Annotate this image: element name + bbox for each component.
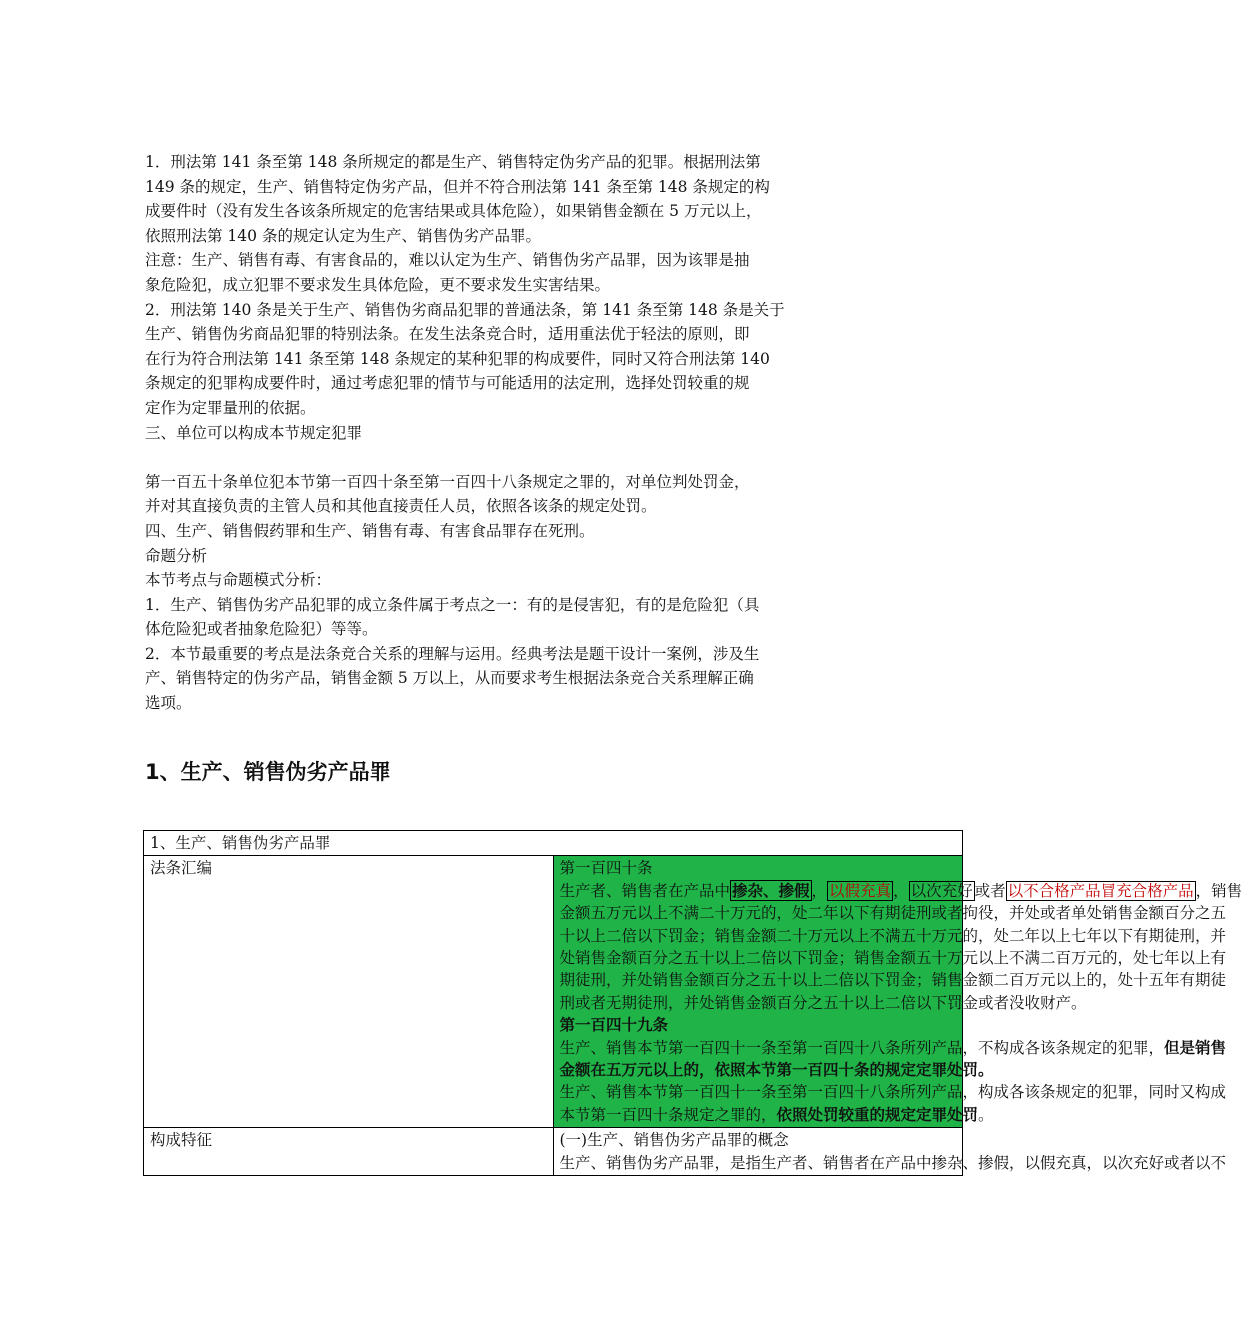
article-149-line: 金额在五万元以上的，依照本节第一百四十条的规定定罪处罚。 [559,1060,994,1080]
article-140-line: 金额五万元以上不满二十万元的，处二年以下有期徒刑或者拘役，并处或者单处销售金额百分之五 [559,904,1227,923]
paragraph-line: 产、销售特定的伪劣产品，销售金额 5 万以上，从而要求考生根据法条竞合关系理解正确 [145,669,754,688]
paragraph-line: 依照刑法第 140 条的规定认定为生产、销售伪劣产品罪。 [145,226,541,245]
paragraph-line: 第一百五十条单位犯本节第一百四十条至第一百四十八条规定之罪的，对单位判处罚金， [145,472,750,491]
row-label-statutes: 法条汇编 [144,856,554,1128]
section-heading-3: 三、单位可以构成本节规定犯罪 [145,423,363,442]
paragraph-line: 生产、销售伪劣商品犯罪的特别法条。在发生法条竞合时，适用重法优于轻法的原则，即 [145,325,750,344]
body-text [145,150,817,716]
article-149-line: 生产、销售本节第一百四十一条至第一百四十八条所列产品，构成各该条规定的犯罪，同时又构成 [559,1083,1227,1102]
features-line: 生产、销售伪劣产品罪，是指生产者、销售者在产品中掺杂、掺假，以假充真，以次充好或者以不 [559,1153,1227,1172]
paragraph-line: 2．刑法第 140 条是关于生产、销售伪劣商品犯罪的普通法条，第 141 条至第 148 条是关于 [145,300,785,319]
text-run: 或者 [974,881,1006,900]
text-run: ， [811,881,828,900]
paragraph-line: 象危险犯，成立犯罪不要求发生具体危险，更不要求发生实害结果。 [145,275,611,294]
article-140-title: 第一百四十条 [559,859,653,878]
bold-run: 依照处罚较重的规定定罪处罚 [776,1104,979,1124]
paragraph-line: 在行为符合刑法第 141 条至第 148 条规定的某种犯罪的构成要件，同时又符合刑法第 140 [145,349,770,368]
statutes-cell [553,856,1242,1128]
article-140-line: 期徒刑，并处销售金额百分之五十以上二倍以下罚金；销售金额二百万元以上的，处十五年有期徒 [559,971,1227,990]
paragraph-line: 并对其直接负责的主管人员和其他直接责任人员，依照各该条的规定处罚。 [145,497,657,516]
text-run: ，销售 [1195,881,1242,900]
section-heading-4: 四、生产、销售假药罪和生产、销售有毒、有害食品罪存在死刑。 [145,521,595,540]
paragraph-line: 定作为定罪量刑的依据。 [145,398,316,417]
paragraph-line: 149 条的规定，生产、销售特定伪劣产品，但并不符合刑法第 141 条至第 148 条规定的构 [145,177,770,196]
article-140-line: 处销售金额百分之五十以上二倍以下罚金；销售金额五十万元以上不满二百万元的，处七年以上有 [559,949,1227,968]
paragraph-line: 体危险犯或者抽象危险犯）等等。 [145,620,378,639]
table-row [144,831,963,856]
paragraph-line: 2．本节最重要的考点是法条竞合关系的理解与运用。经典考法是题干设计一案例，涉及生 [145,644,760,663]
text-run: 生产者、销售者在产品中 [559,881,731,900]
blank-line [145,445,817,470]
text-run: 生产、销售本节第一百四十一条至第一百四十八条所列产品，不构成各该条规定的犯罪， [559,1038,1165,1057]
boxed-term-red: 以假充真 [829,881,892,900]
paragraph-line: 条规定的犯罪构成要件时，通过考虑犯罪的情节与可能适用的法定刑，选择处罚较重的规 [145,374,750,393]
table-row [144,1128,963,1176]
paragraph-line: 注意：生产、销售有毒、有害食品的，难以认定为生产、销售伪劣产品罪，因为该罪是抽 [145,251,750,270]
paragraph-line: 选项。 [145,694,192,713]
law-table [143,830,1242,1176]
article-140-line [559,880,1242,902]
article-149-line [559,1037,1227,1059]
features-cell [553,1128,1227,1176]
boxed-term-red: 以不合格产品冒充合格产品 [1007,881,1194,900]
paragraph-line: 1．刑法第 141 条至第 148 条所规定的都是生产、销售特定伪劣产品的犯罪。根据刑法第 [145,153,761,171]
paragraph-line: 本节考点与命题模式分析： [145,571,332,590]
boxed-term: 以次充好 [910,881,973,900]
paragraph-line: 成要件时（没有发生各该条所规定的危害结果或具体危险），如果销售金额在 5 万元以上， [145,202,762,221]
features-line: (一)生产、销售伪劣产品罪的概念 [559,1131,789,1150]
text-run: 。 [978,1105,994,1124]
table-title-cell: 1、生产、销售伪劣产品罪 [144,831,963,856]
paragraph-line: 1．生产、销售伪劣产品犯罪的成立条件属于考点之一：有的是侵害犯，有的是危险犯（具 [145,595,760,614]
heading-1: 1、生产、销售伪劣产品罪 [145,760,391,784]
text-run: ， [893,881,909,900]
article-140-line: 十以上二倍以下罚金；销售金额二十万元以上不满五十万元的，处二年以上七年以下有期徒刑，并 [559,926,1227,945]
boxed-term: 掺杂、掺假 [732,880,810,900]
text-run: 本节第一百四十条规定之罪的， [559,1105,777,1124]
row-label-features: 构成特征 [144,1128,554,1176]
article-140-line: 刑或者无期徒刑，并处销售金额百分之五十以上二倍以下罚金或者没收财产。 [559,993,1087,1012]
bold-run: 但是销售 [1164,1037,1227,1057]
section-label: 命题分析 [145,546,208,565]
article-149-title: 第一百四十九条 [559,1015,669,1035]
table-row [144,856,963,1128]
article-149-line [559,1104,994,1126]
